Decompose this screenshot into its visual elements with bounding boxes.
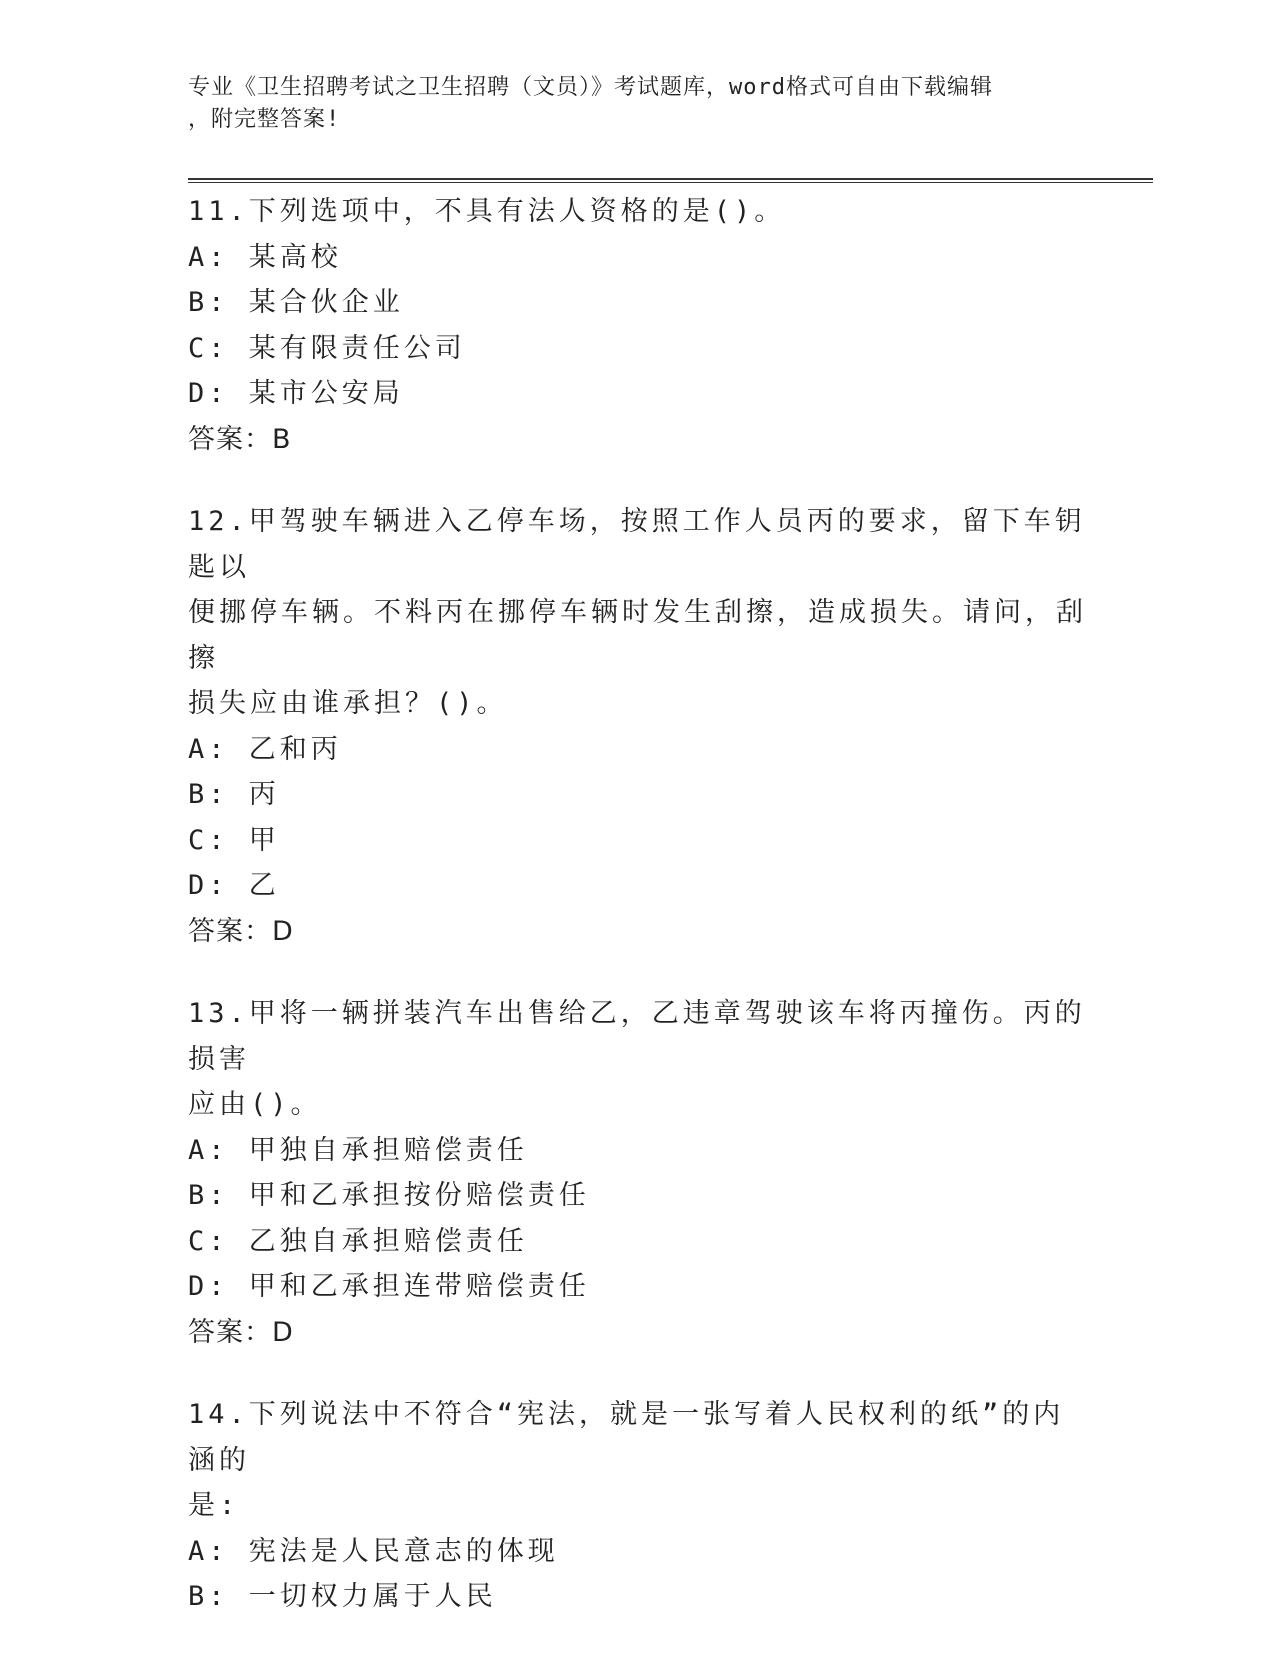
question-stem: 13.甲将一辆拼装汽车出售给乙，乙违章驾驶该车将丙撞伤。丙的损害 [188,998,1086,1075]
question-stem: 便挪停车辆。不料丙在挪停车辆时发生刮擦，造成损失。请问，刮擦 [188,597,1087,674]
option-c: C: 某有限责任公司 [188,332,466,364]
option-a: A: 某高校 [188,241,342,273]
option-a: A: 甲独自承担赔偿责任 [188,1134,528,1166]
header-divider-top [188,178,1153,180]
option-b: B: 甲和乙承担按份赔偿责任 [188,1180,590,1211]
answer-label: 答案：B [188,423,292,455]
question-11 [188,189,1088,462]
option-a: A: 乙和丙 [188,733,342,765]
option-d: D: 乙 [188,870,280,901]
question-13 [188,991,1088,1355]
option-c: C: 甲 [188,824,280,856]
answer-label: 答案：D [188,915,294,947]
question-stem: 14.下列说法中不符合“宪法，就是一张写着人民权利的纸”的内涵的 [188,1399,1065,1476]
option-a: A: 宪法是人民意志的体现 [188,1535,559,1567]
question-stem: 是: [188,1490,240,1521]
option-d: D: 甲和乙承担连带赔偿责任 [188,1271,590,1302]
option-c: C: 乙独自承担赔偿责任 [188,1225,528,1257]
option-b: B: 一切权力属于人民 [188,1581,497,1612]
question-list [188,189,1088,1657]
document-header [188,72,1088,136]
question-stem: 损失应由谁承担？()。 [188,688,508,719]
header-line-2: ，附完整答案! [188,107,341,132]
option-d: D: 某市公安局 [188,378,404,409]
option-b: B: 丙 [188,779,280,810]
question-stem: 12.甲驾驶车辆进入乙停车场，按照工作人员丙的要求，留下车钥匙以 [188,506,1086,583]
question-stem: 11.下列选项中，不具有法人资格的是()。 [188,196,786,227]
header-line-1: 专业《卫生招聘考试之卫生招聘（文员）》考试题库，word格式可自由下载编辑 [188,75,993,100]
question-stem: 应由()。 [188,1089,322,1120]
question-12 [188,499,1088,954]
header-divider-bottom [188,182,1153,183]
answer-label: 答案：D [188,1316,294,1348]
question-14 [188,1392,1088,1620]
option-b: B: 某合伙企业 [188,287,404,318]
